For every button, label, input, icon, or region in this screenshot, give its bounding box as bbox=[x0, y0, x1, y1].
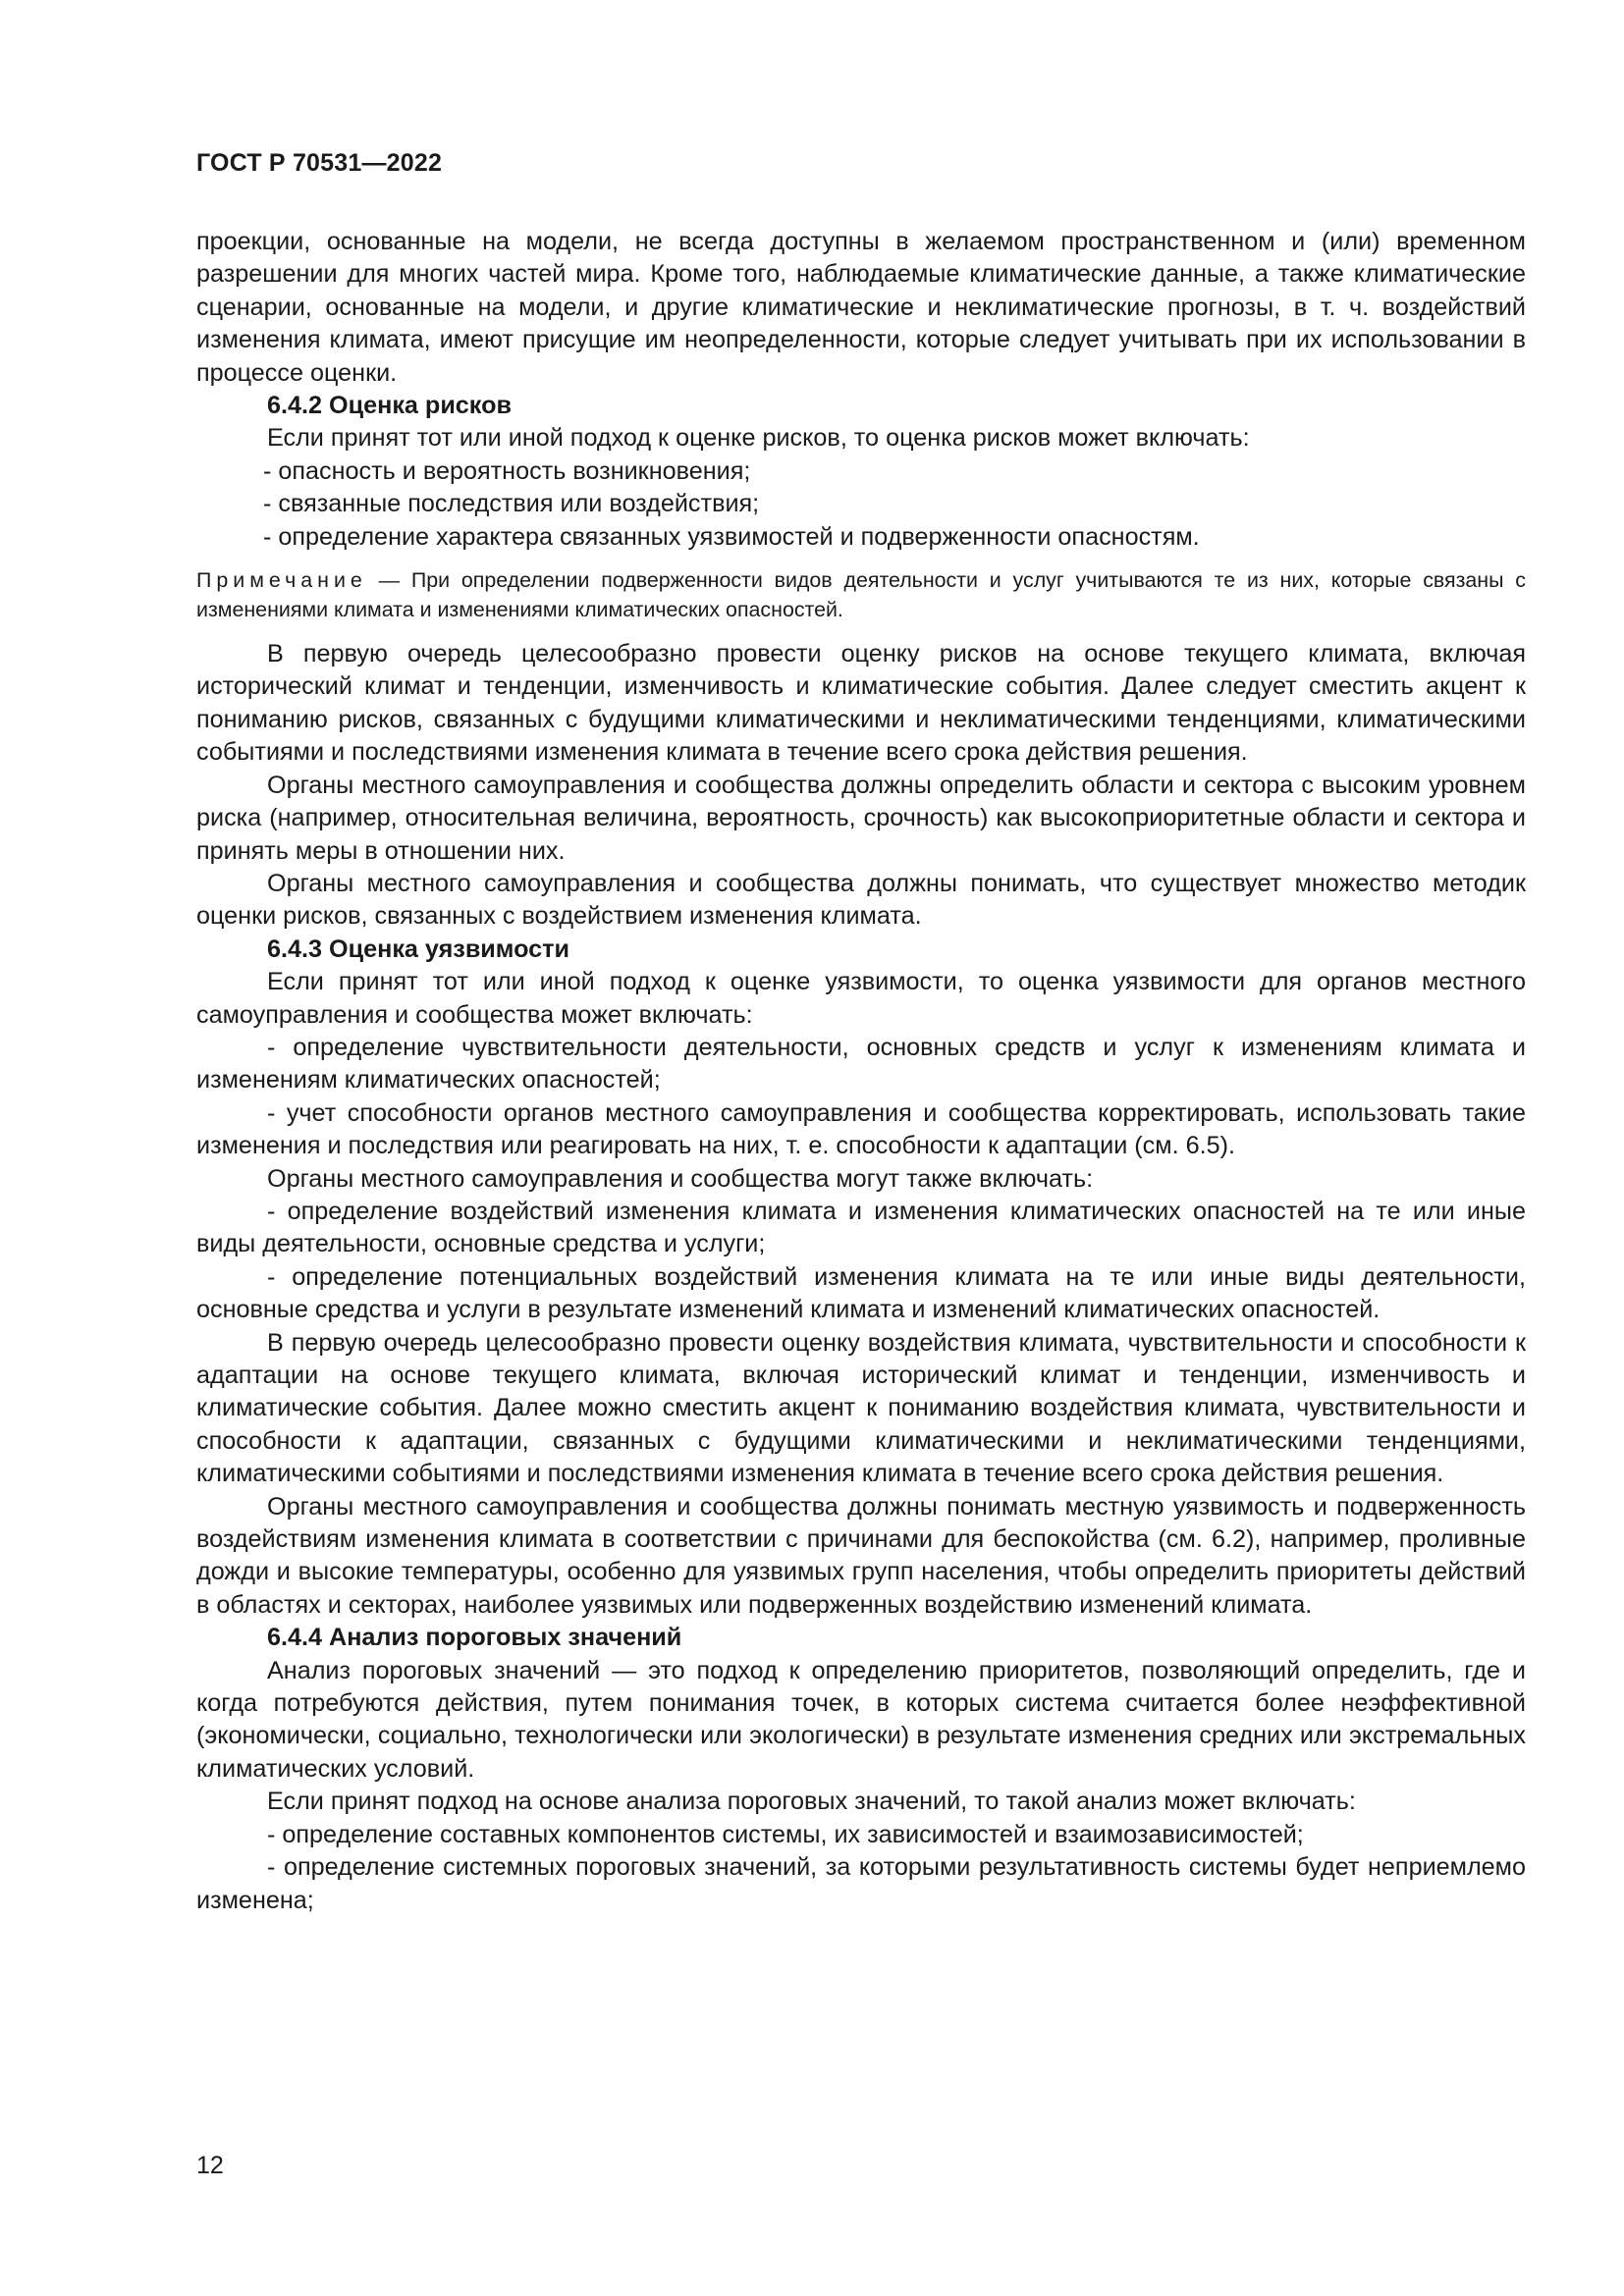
document-body bbox=[196, 226, 1526, 1917]
body-paragraph: Органы местного самоуправления и сообщества должны понимать местную уязвимость и подверженность воздействиям изменения климата в соответствии с причинами для беспокойства (см. 6.2), например, проливные дожди и высокие температуры, особенно для уязвимых групп населения, чтобы определить приоритеты действий в областях и секторах, наиболее уязвимых или подверженных воздействию изменений климата. bbox=[196, 1492, 1526, 1619]
body-paragraph: Органы местного самоуправления и сообщества могут также включать: bbox=[267, 1164, 1094, 1193]
document-header: ГОСТ Р 70531—2022 bbox=[196, 149, 443, 177]
body-paragraph: Если принят тот или иной подход к оценке уязвимости, то оценка уязвимости для органов местного самоуправления и сообщества может включать: bbox=[196, 968, 1526, 1029]
body-paragraph: В первую очередь целесообразно провести оценку воздействия климата, чувствительности и способности к адаптации на основе текущего климата, включая исторический климат и тенденции, изменчивость и климатические события. Далее можно сместить акцент к пониманию воздействия климата, чувствительности и способности к адаптации, связанных с будущими климатическими и неклиматическими тенденциями, климатическими событиями и последствиями изменения климата в течение всего срока действия решения. bbox=[196, 1328, 1526, 1488]
note-label: Примечание bbox=[196, 568, 367, 593]
body-paragraph: Если принят тот или иной подход к оценке рисков, то оценка рисков может включать: bbox=[267, 424, 1250, 453]
section-heading: 6.4.3 Оценка уязвимости bbox=[267, 934, 569, 963]
list-item: - связанные последствия или воздействия; bbox=[263, 490, 760, 518]
list-item: - опасность и вероятность возникновения; bbox=[263, 456, 751, 485]
body-paragraph: Если принят подход на основе анализа пороговых значений, то такой анализ может включать: bbox=[267, 1788, 1356, 1816]
list-item: - определение чувствительности деятельности, основных средств и услуг к изменениям климата и изменениям климатических опасностей; bbox=[196, 1033, 1526, 1095]
body-paragraph: В первую очередь целесообразно провести оценку рисков на основе текущего климата, включая исторический климат и тенденции, изменчивость и климатические события. Далее следует сместить акцент к пониманию рисков, связанных с будущими климатическими и неклиматическими тенденциями, климатическими событиями и последствиями изменения климата в течение всего срока действия решения. bbox=[196, 640, 1526, 767]
body-paragraph: Органы местного самоуправления и сообщества должны определить области и сектора с высоким уровнем риска (например, относительная величина, вероятность, срочность) как высокоприоритетные области и сектора и принять меры в отношении них. bbox=[196, 771, 1526, 865]
body-paragraph: проекции, основанные на модели, не всегда доступны в желаемом пространственном и (или) временном разрешении для многих частей мира. Кроме того, наблюдаемые климатические данные, а также климатические сценарии, основанные на модели, и другие климатические и неклиматические прогнозы, в т. ч. воздействий изменения климата, имеют присущие им неопределенности, которые следует учитывать при их использовании в процессе оценки. bbox=[196, 228, 1526, 387]
section-heading: 6.4.4 Анализ пороговых значений bbox=[267, 1624, 682, 1652]
list-item: - определение воздействий изменения климата и изменения климатических опасностей на те или иные виды деятельности, основные средства и услуги; bbox=[196, 1197, 1526, 1258]
page-number: 12 bbox=[196, 2152, 224, 2179]
note-text: — При определении подверженности видов деятельности и услуг учитываются те из них, которые связаны с изменениями климата и изменениями климатических опасностей. bbox=[196, 568, 1526, 622]
note bbox=[196, 565, 1526, 624]
body-paragraph: Органы местного самоуправления и сообщества должны понимать, что существует множество методик оценки рисков, связанных с воздействием изменения климата. bbox=[196, 869, 1526, 931]
body-paragraph: Анализ пороговых значений — это подход к определению приоритетов, позволяющий определить, где и когда потребуются действия, путем понимания точек, в которых система считается более неэффективной (экономически, социально, технологически или экологически) в результате изменения средних или экстремальных климатических условий. bbox=[196, 1656, 1526, 1783]
list-item: - определение потенциальных воздействий изменения климата на те или иные виды деятельности, основные средства и услуги в результате изменений климата и изменений климатических опасностей. bbox=[196, 1262, 1526, 1324]
list-item: - определение системных пороговых значений, за которыми результативность системы будет неприемлемо изменена; bbox=[196, 1853, 1526, 1914]
list-item: - учет способности органов местного самоуправления и сообщества корректировать, использовать такие изменения и последствия или реагировать на них, т. е. способности к адаптации (см. 6.5). bbox=[196, 1098, 1526, 1160]
section-heading: 6.4.2 Оценка рисков bbox=[267, 392, 512, 420]
list-item: - определение составных компонентов системы, их зависимостей и взаимозависимостей; bbox=[267, 1820, 1304, 1848]
list-item: - определение характера связанных уязвимостей и подверженности опасностям. bbox=[263, 522, 1200, 551]
